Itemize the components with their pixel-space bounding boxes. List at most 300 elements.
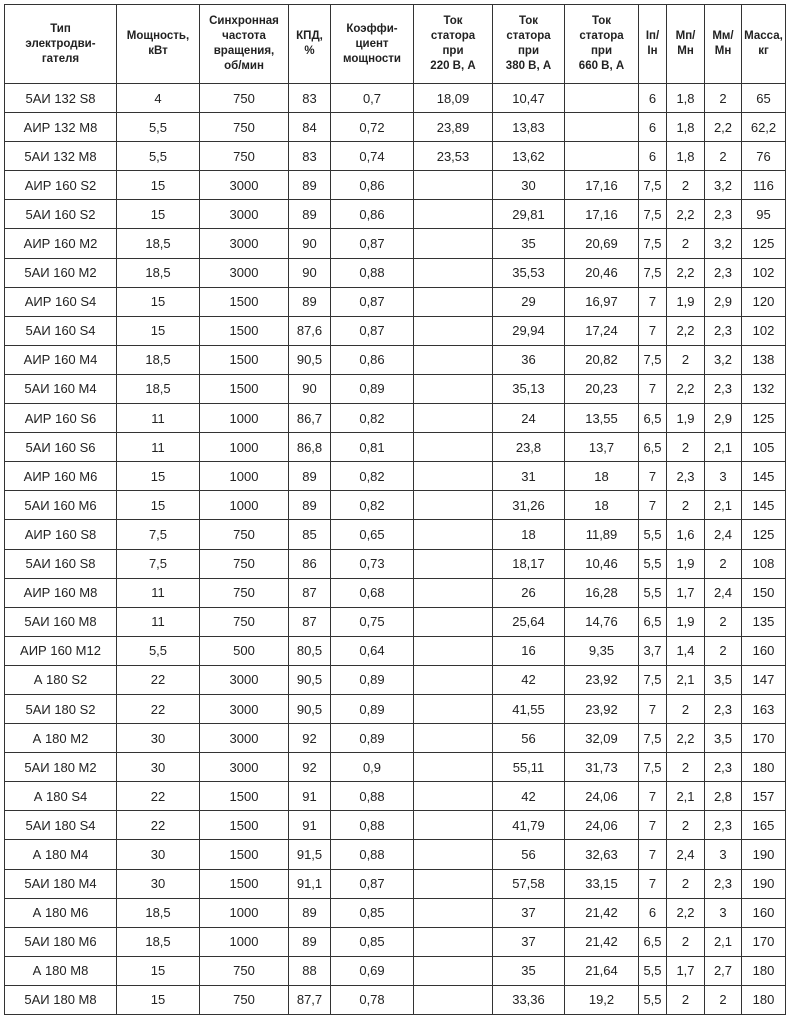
table-cell: 16,28	[565, 578, 639, 607]
table-cell: 0,82	[331, 404, 414, 433]
column-header-line: мощности	[343, 52, 401, 65]
column-header	[200, 5, 289, 84]
table-cell: 91,5	[289, 840, 331, 869]
table-cell: 18,09	[414, 84, 493, 113]
table-cell: 11	[117, 433, 200, 462]
table-cell: 88	[289, 956, 331, 985]
table-cell: 91,1	[289, 869, 331, 898]
table-cell: 3	[705, 840, 742, 869]
table-cell: 2,3	[705, 694, 742, 723]
table-cell: 89	[289, 171, 331, 200]
table-cell: 2,9	[705, 287, 742, 316]
table-row	[5, 287, 786, 316]
table-cell: 2,4	[705, 520, 742, 549]
table-cell: 15	[117, 200, 200, 229]
table-row	[5, 142, 786, 171]
motor-type-cell: 5АИ 180 М2	[5, 753, 117, 782]
column-header-line: кВт	[148, 45, 168, 57]
table-cell	[414, 607, 493, 636]
table-cell: 30	[493, 171, 565, 200]
table-cell: 7	[639, 374, 667, 403]
motor-type-cell: 5АИ 180 М4	[5, 869, 117, 898]
table-cell: 7,5	[117, 549, 200, 578]
table-cell	[414, 404, 493, 433]
motor-type-cell: 5АИ 160 М2	[5, 258, 117, 287]
table-cell: 83	[289, 142, 331, 171]
table-cell: 125	[742, 229, 786, 258]
column-header-line: при	[442, 45, 464, 57]
table-cell: 13,62	[493, 142, 565, 171]
column-header-line: электродви-	[25, 37, 96, 50]
table-cell: 90,5	[289, 694, 331, 723]
table-cell	[414, 694, 493, 723]
column-header-line: Масса,	[744, 30, 783, 42]
table-cell: 2,7	[705, 956, 742, 985]
table-cell	[565, 142, 639, 171]
table-cell: 0,9	[331, 753, 414, 782]
table-cell	[414, 811, 493, 840]
table-cell: 5,5	[639, 520, 667, 549]
table-cell: 23,92	[565, 694, 639, 723]
column-header-line: циент	[355, 37, 389, 50]
table-row	[5, 404, 786, 433]
table-cell: 2,2	[667, 200, 705, 229]
table-cell: 57,58	[493, 869, 565, 898]
table-cell: 0,85	[331, 898, 414, 927]
table-cell: 76	[742, 142, 786, 171]
table-cell: 2,3	[705, 200, 742, 229]
table-cell: 1,8	[667, 113, 705, 142]
table-cell: 24,06	[565, 811, 639, 840]
table-cell: 2,3	[705, 753, 742, 782]
table-cell: 7	[639, 694, 667, 723]
table-cell: 1500	[200, 316, 289, 345]
table-cell: 5,5	[639, 549, 667, 578]
table-cell: 87,7	[289, 985, 331, 1014]
table-cell: 3,2	[705, 345, 742, 374]
table-row	[5, 549, 786, 578]
table-cell: 3,2	[705, 171, 742, 200]
motor-type-cell: 5АИ 160 М8	[5, 607, 117, 636]
motor-type-cell: 5АИ 132 S8	[5, 84, 117, 113]
table-header-row	[5, 5, 786, 84]
table-cell: 22	[117, 782, 200, 811]
table-cell: 20,23	[565, 374, 639, 403]
table-cell	[414, 345, 493, 374]
table-cell: 7	[639, 316, 667, 345]
table-cell: 5,5	[117, 113, 200, 142]
table-cell	[414, 287, 493, 316]
motor-type-cell: А 180 М4	[5, 840, 117, 869]
table-cell: 23,89	[414, 113, 493, 142]
motor-type-cell: 5АИ 132 М8	[5, 142, 117, 171]
table-cell: 116	[742, 171, 786, 200]
table-cell	[414, 578, 493, 607]
table-cell: 19,2	[565, 985, 639, 1014]
table-cell: 22	[117, 811, 200, 840]
table-cell: 2	[705, 985, 742, 1014]
table-row	[5, 520, 786, 549]
table-cell: 190	[742, 840, 786, 869]
motor-type-cell: 5АИ 180 М6	[5, 927, 117, 956]
column-header	[639, 5, 667, 84]
table-cell: 1,6	[667, 520, 705, 549]
table-cell: 37	[493, 927, 565, 956]
table-cell	[414, 549, 493, 578]
table-cell: 2,3	[705, 258, 742, 287]
table-cell: 7,5	[639, 724, 667, 753]
motor-type-cell: А 180 М6	[5, 898, 117, 927]
table-cell: 0,72	[331, 113, 414, 142]
table-cell: 2	[705, 84, 742, 113]
table-cell: 7	[639, 811, 667, 840]
table-cell: 7,5	[117, 520, 200, 549]
table-cell: 5,5	[117, 636, 200, 665]
table-row	[5, 694, 786, 723]
motor-type-cell: АИР 160 М4	[5, 345, 117, 374]
column-header	[742, 5, 786, 84]
table-cell: 2,1	[705, 927, 742, 956]
table-cell: 32,09	[565, 724, 639, 753]
table-cell	[414, 200, 493, 229]
table-cell: 15	[117, 287, 200, 316]
table-cell: 5,5	[639, 578, 667, 607]
table-cell: 65	[742, 84, 786, 113]
table-cell: 31,26	[493, 491, 565, 520]
column-header-line: Ток	[443, 15, 463, 27]
table-cell: 145	[742, 462, 786, 491]
table-cell: 3000	[200, 171, 289, 200]
column-header-line: Мп/	[675, 30, 696, 42]
motor-type-cell: АИР 160 М2	[5, 229, 117, 258]
table-row	[5, 345, 786, 374]
table-cell: 108	[742, 549, 786, 578]
table-cell: 87,6	[289, 316, 331, 345]
motor-type-cell: 5АИ 160 S4	[5, 316, 117, 345]
table-cell: 1,7	[667, 956, 705, 985]
column-header-line: при	[517, 45, 540, 57]
table-cell: 90	[289, 258, 331, 287]
column-header	[705, 5, 742, 84]
table-cell: 190	[742, 869, 786, 898]
table-cell: 3,5	[705, 724, 742, 753]
table-cell: 3000	[200, 724, 289, 753]
table-row	[5, 607, 786, 636]
table-row	[5, 462, 786, 491]
table-cell: 17,24	[565, 316, 639, 345]
table-cell: 0,75	[331, 607, 414, 636]
table-row	[5, 811, 786, 840]
table-cell: 20,69	[565, 229, 639, 258]
table-cell: 30	[117, 724, 200, 753]
table-cell: 4	[117, 84, 200, 113]
table-cell	[414, 840, 493, 869]
table-cell	[414, 898, 493, 927]
table-cell: 41,79	[493, 811, 565, 840]
table-cell: 170	[742, 927, 786, 956]
table-cell: 35,53	[493, 258, 565, 287]
table-cell: 132	[742, 374, 786, 403]
table-cell: 1000	[200, 404, 289, 433]
table-cell: 157	[742, 782, 786, 811]
table-cell: 0,82	[331, 462, 414, 491]
table-row	[5, 578, 786, 607]
table-cell	[414, 782, 493, 811]
table-cell: 32,63	[565, 840, 639, 869]
column-header-line: кг	[758, 45, 769, 57]
table-cell: 29	[493, 287, 565, 316]
table-cell: 7	[639, 287, 667, 316]
table-cell	[414, 636, 493, 665]
table-row	[5, 840, 786, 869]
table-cell: 92	[289, 724, 331, 753]
column-header	[667, 5, 705, 84]
table-cell: 125	[742, 520, 786, 549]
table-cell: 3	[705, 898, 742, 927]
table-cell	[414, 258, 493, 287]
table-row	[5, 316, 786, 345]
table-cell: 3000	[200, 229, 289, 258]
table-cell: 11,89	[565, 520, 639, 549]
table-cell: 18,5	[117, 898, 200, 927]
table-cell: 29,81	[493, 200, 565, 229]
table-cell: 13,7	[565, 433, 639, 462]
table-cell: 15	[117, 985, 200, 1014]
table-cell: 85	[289, 520, 331, 549]
table-row	[5, 113, 786, 142]
table-cell: 0,87	[331, 316, 414, 345]
table-cell: 102	[742, 258, 786, 287]
table-cell: 2,9	[705, 404, 742, 433]
table-cell: 42	[493, 665, 565, 694]
table-cell: 24	[493, 404, 565, 433]
table-row	[5, 433, 786, 462]
table-cell: 2,2	[705, 113, 742, 142]
table-cell: 0,82	[331, 491, 414, 520]
table-row	[5, 869, 786, 898]
column-header-line: Синхронная	[209, 15, 279, 27]
table-cell: 20,82	[565, 345, 639, 374]
motor-type-cell: АИР 160 S6	[5, 404, 117, 433]
table-cell: 150	[742, 578, 786, 607]
column-header	[289, 5, 331, 84]
table-row	[5, 927, 786, 956]
column-header	[565, 5, 639, 84]
table-cell: 750	[200, 520, 289, 549]
table-cell: 15	[117, 956, 200, 985]
table-cell: 13,55	[565, 404, 639, 433]
motor-type-cell: АИР 160 S8	[5, 520, 117, 549]
table-cell: 1500	[200, 840, 289, 869]
table-cell: 3,2	[705, 229, 742, 258]
table-cell: 18	[565, 491, 639, 520]
table-cell: 42	[493, 782, 565, 811]
table-cell: 15	[117, 462, 200, 491]
motor-type-cell: А 180 М8	[5, 956, 117, 985]
table-cell: 2	[667, 171, 705, 200]
table-cell: 18,5	[117, 345, 200, 374]
table-cell: 160	[742, 898, 786, 927]
table-cell: 2,2	[667, 374, 705, 403]
table-row	[5, 724, 786, 753]
table-cell: 6,5	[639, 433, 667, 462]
table-cell: 2,3	[705, 869, 742, 898]
table-cell: 3000	[200, 258, 289, 287]
table-cell: 7,5	[639, 229, 667, 258]
column-header-line: 220 В, А	[430, 60, 476, 72]
table-cell: 86,8	[289, 433, 331, 462]
table-cell: 2	[667, 811, 705, 840]
table-cell: 1500	[200, 811, 289, 840]
table-cell: 35	[493, 956, 565, 985]
table-cell: 1,9	[667, 607, 705, 636]
table-cell: 1,4	[667, 636, 705, 665]
table-cell: 86	[289, 549, 331, 578]
table-cell: 7,5	[639, 171, 667, 200]
table-cell: 750	[200, 578, 289, 607]
column-header-line: Тип	[50, 22, 71, 35]
table-cell: 18,5	[117, 927, 200, 956]
table-cell	[414, 869, 493, 898]
table-cell: 180	[742, 985, 786, 1014]
table-cell: 2	[667, 927, 705, 956]
table-cell: 1500	[200, 782, 289, 811]
column-header	[493, 5, 565, 84]
table-cell: 2,2	[667, 258, 705, 287]
table-cell: 102	[742, 316, 786, 345]
table-cell: 105	[742, 433, 786, 462]
table-cell: 91	[289, 811, 331, 840]
table-cell: 165	[742, 811, 786, 840]
table-cell: 2,8	[705, 782, 742, 811]
column-header-line: частота	[222, 30, 266, 42]
table-cell: 750	[200, 956, 289, 985]
column-header-line: Мощность,	[126, 30, 190, 42]
table-cell: 23,8	[493, 433, 565, 462]
table-row	[5, 229, 786, 258]
table-cell: 2	[705, 607, 742, 636]
motor-type-cell: АИР 160 М6	[5, 462, 117, 491]
motor-type-cell: 5АИ 160 М6	[5, 491, 117, 520]
table-cell	[414, 665, 493, 694]
table-row	[5, 753, 786, 782]
table-cell: 0,86	[331, 345, 414, 374]
motor-type-cell: АИР 160 S4	[5, 287, 117, 316]
column-header-line: статора	[506, 30, 551, 42]
table-row	[5, 665, 786, 694]
table-cell: 0,87	[331, 229, 414, 258]
table-cell: 20,46	[565, 258, 639, 287]
table-cell: 3,7	[639, 636, 667, 665]
column-header	[117, 5, 200, 84]
table-cell: 138	[742, 345, 786, 374]
column-header-line: при	[590, 45, 613, 57]
table-cell: 21,42	[565, 898, 639, 927]
table-cell: 10,47	[493, 84, 565, 113]
table-cell: 13,83	[493, 113, 565, 142]
table-cell: 5,5	[639, 956, 667, 985]
table-cell: 1,9	[667, 287, 705, 316]
column-header-line: %	[304, 45, 315, 57]
table-cell: 23,92	[565, 665, 639, 694]
table-cell: 0,87	[331, 869, 414, 898]
table-cell: 1500	[200, 345, 289, 374]
column-header	[331, 5, 414, 84]
column-header-line: Ток	[518, 15, 539, 27]
motor-type-cell: 5АИ 180 S2	[5, 694, 117, 723]
table-cell: 16	[493, 636, 565, 665]
table-row	[5, 200, 786, 229]
table-cell: 21,64	[565, 956, 639, 985]
table-cell: 1000	[200, 927, 289, 956]
table-cell	[414, 520, 493, 549]
table-cell: 0,89	[331, 374, 414, 403]
table-cell: 2,2	[667, 898, 705, 927]
table-cell: 30	[117, 753, 200, 782]
table-cell: 2,4	[705, 578, 742, 607]
table-cell: 84	[289, 113, 331, 142]
table-body	[5, 84, 786, 1015]
table-cell: 9,35	[565, 636, 639, 665]
table-cell: 87	[289, 578, 331, 607]
table-cell: 0,78	[331, 985, 414, 1014]
table-cell: 7,5	[639, 345, 667, 374]
table-cell: 180	[742, 753, 786, 782]
motor-type-cell: 5АИ 160 М4	[5, 374, 117, 403]
table-cell: 6	[639, 142, 667, 171]
table-cell: 2,3	[705, 316, 742, 345]
table-cell: 89	[289, 927, 331, 956]
table-cell: 0,88	[331, 811, 414, 840]
table-cell: 2	[667, 869, 705, 898]
table-cell: 0,7	[331, 84, 414, 113]
table-cell: 31	[493, 462, 565, 491]
table-cell: 89	[289, 462, 331, 491]
table-cell: 125	[742, 404, 786, 433]
table-cell: 18	[565, 462, 639, 491]
table-cell: 17,16	[565, 200, 639, 229]
table-row	[5, 985, 786, 1014]
column-header-line: вращения,	[213, 45, 275, 57]
table-cell: 1500	[200, 287, 289, 316]
table-cell: 33,36	[493, 985, 565, 1014]
table-cell	[414, 374, 493, 403]
table-cell: 1000	[200, 433, 289, 462]
table-cell: 7,5	[639, 665, 667, 694]
table-cell	[414, 753, 493, 782]
table-cell: 22	[117, 694, 200, 723]
table-cell: 7	[639, 491, 667, 520]
table-cell: 15	[117, 491, 200, 520]
table-cell: 23,53	[414, 142, 493, 171]
table-cell: 1500	[200, 869, 289, 898]
table-cell: 0,65	[331, 520, 414, 549]
table-cell: 0,86	[331, 171, 414, 200]
table-cell: 750	[200, 113, 289, 142]
table-cell: 0,73	[331, 549, 414, 578]
table-cell: 5,5	[117, 142, 200, 171]
table-cell: 90,5	[289, 345, 331, 374]
table-cell: 30	[117, 840, 200, 869]
table-cell: 2	[667, 753, 705, 782]
table-cell: 89	[289, 491, 331, 520]
table-cell: 1,8	[667, 84, 705, 113]
table-cell: 0,89	[331, 694, 414, 723]
column-header-line: Мн	[677, 45, 694, 57]
table-cell: 86,7	[289, 404, 331, 433]
table-cell	[414, 985, 493, 1014]
table-cell: 37	[493, 898, 565, 927]
